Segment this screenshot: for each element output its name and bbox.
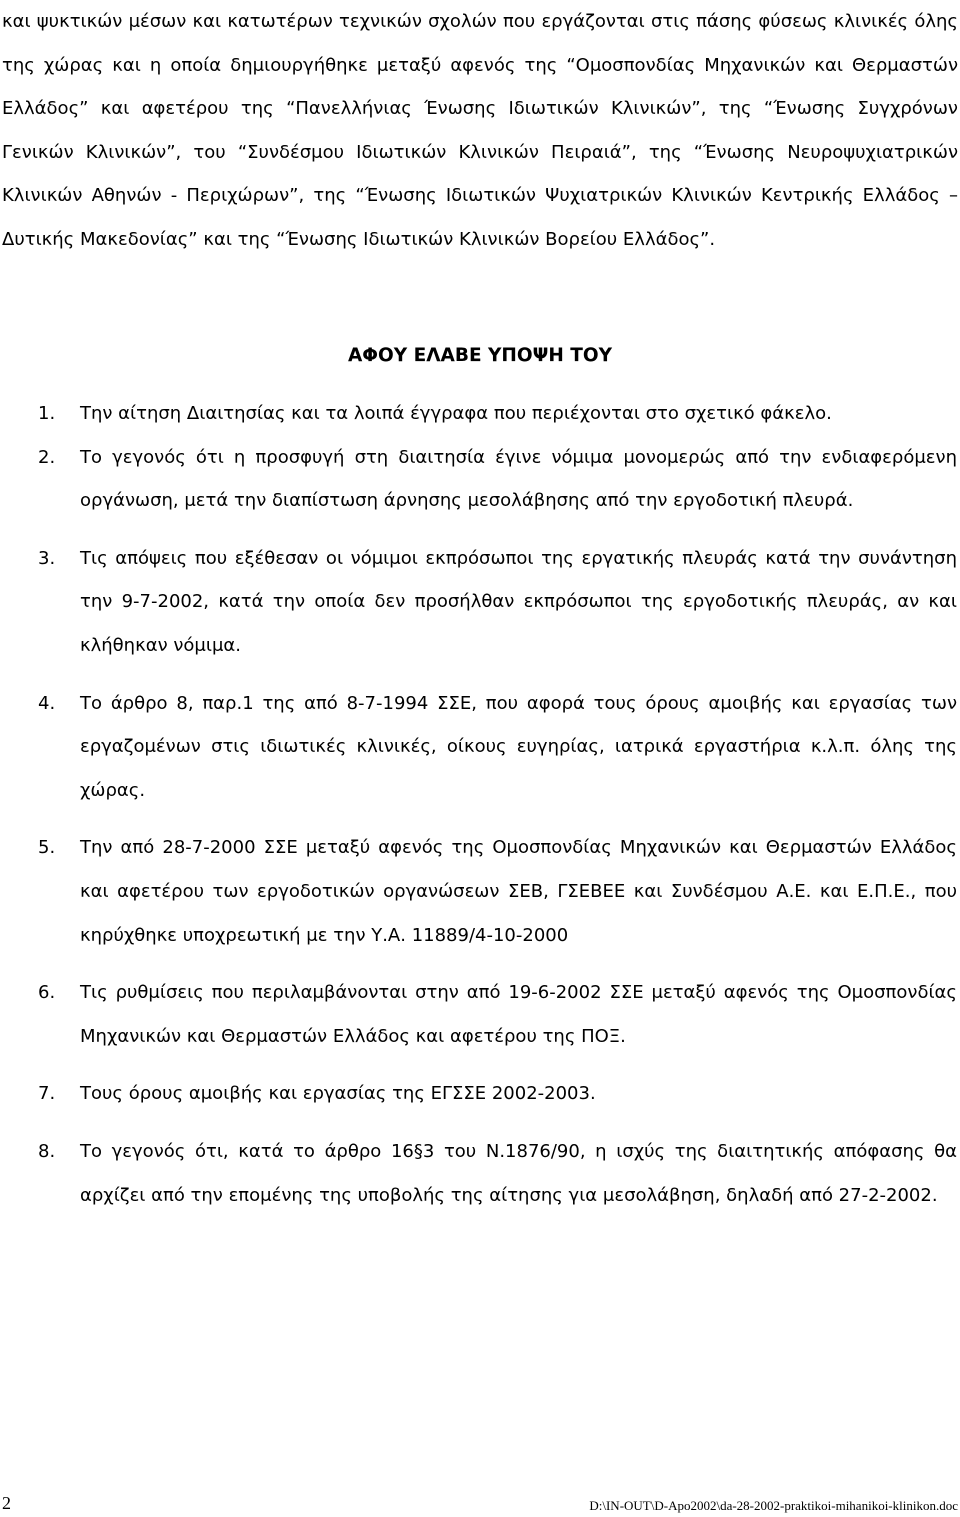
file-path: D:\IN-OUT\D-Apo2002\da-28-2002-praktikoi-mihanikoi-klinikon.doc: [589, 1498, 958, 1513]
list-item-text: Την από 28-7-2000 ΣΣΕ μεταξύ αφενός της Ομοσπονδίας Μηχανικών και Θερμαστών Ελλάδος και αφετέρου των εργοδοτικών οργανώσεων ΣΕΒ, ΓΣΕΒΕΕ και Συνδέσμου Α.Ε. και Ε.Π.Ε., που κηρύχθηκε υποχρεωτική με την Υ.Α. 11889/4-10-2000: [80, 837, 957, 946]
list-item-number: 1.: [38, 403, 56, 424]
list-item-number: 3.: [38, 547, 56, 569]
list-item-text: Το γεγονός ότι, κατά το άρθρο 16§3 του Ν.1876/90, η ισχύς της διαιτητικής απόφασης θα αρχίζει από την επομένης της υποβολής της αίτησης για μεσολάβηση, δηλαδή από 27-2-2002.: [80, 1140, 957, 1206]
list-item: [0, 826, 960, 957]
list-item: [0, 537, 960, 668]
list-item-text: Το γεγονός ότι η προσφυγή στη διαιτησία έγινε νόμιμα μονομερώς από την ενδιαφερόμενη οργάνωση, μετά την διαπίστωση άρνησης μεσολάβησης από την εργοδοτική πλευρά.: [80, 446, 957, 512]
list-item-text: Τις ρυθμίσεις που περιλαμβάνονται στην από 19-6-2002 ΣΣΕ μεταξύ αφενός της Ομοσπονδίας Μηχανικών και Θερμαστών Ελλάδος και αφετέρου της ΠΟΞ.: [80, 982, 957, 1047]
list-item-number: 4.: [38, 692, 56, 714]
list-item-text: Το άρθρο 8, παρ.1 της από 8-7-1994 ΣΣΕ, που αφορά τους όρους αμοιβής και εργασίας των εργαζομένων στις ιδιωτικές κλινικές, οίκους ευγηρίας, ιατρικά εργαστήρια κ.λ.π. όλης της χώρας.: [80, 692, 957, 801]
list-item: [0, 436, 960, 523]
list-item-number: 2.: [38, 446, 56, 468]
section-heading: ΑΦΟΥ ΕΛΑΒΕ ΥΠΟΨΗ ΤΟΥ: [347, 345, 613, 366]
list-item-number: 5.: [38, 837, 56, 859]
page-number: 2: [2, 1493, 11, 1513]
list-item: [0, 1072, 960, 1116]
list-item-number: 6.: [38, 982, 56, 1004]
list-item: [0, 392, 960, 436]
list-item-text: Τις απόψεις που εξέθεσαν οι νόμιμοι εκπρόσωποι της εργατικής πλευράς κατά την συνάντηση την 9-7-2002, κατά την οποία δεν προσήλθαν εκπρόσωποι της εργοδοτικής πλευράς, αν και κλήθηκαν νόμιμα.: [80, 547, 957, 656]
list-item: [0, 971, 960, 1058]
intro-paragraph: και ψυκτικών μέσων και κατωτέρων τεχνικών σχολών που εργάζονται στις πάσης φύσεως κλινικές όλης της χώρας και η οποία δημιουργήθηκε μεταξύ αφενός της “Ομοσπονδίας Μηχανικών και Θερμαστών Ελλάδος” και αφετέρου της “Πανελλήνιας Ένωσης Ιδιωτικών Κλινικών”, της “Ένωσης Συγχρόνων Γενικών Κλινικών”, του “Συνδέσμου Ιδιωτικών Κλινικών Πειραιά”, της “Ένωσης Νευροψυχιατρικών Κλινικών Αθηνών - Περιχώρων”, της “Ένωσης Ιδιωτικών Ψυχιατρικών Κλινικών Κεντρικής Ελλάδος – Δυτικής Μακεδονίας” και της “Ένωσης Ιδιωτικών Κλινικών Βορείου Ελλάδος”.: [2, 11, 958, 250]
list-item-text: Τους όρους αμοιβής και εργασίας της ΕΓΣΣΕ 2002-2003.: [80, 1083, 596, 1105]
list-item-number: 7.: [38, 1083, 56, 1105]
list-item-number: 8.: [38, 1140, 56, 1162]
considerations-list: [0, 392, 960, 1217]
list-item: [0, 1130, 960, 1217]
list-item-text: Την αίτηση Διαιτησίας και τα λοιπά έγγραφα που περιέχονται στο σχετικό φάκελο.: [80, 403, 832, 424]
list-item: [0, 682, 960, 813]
